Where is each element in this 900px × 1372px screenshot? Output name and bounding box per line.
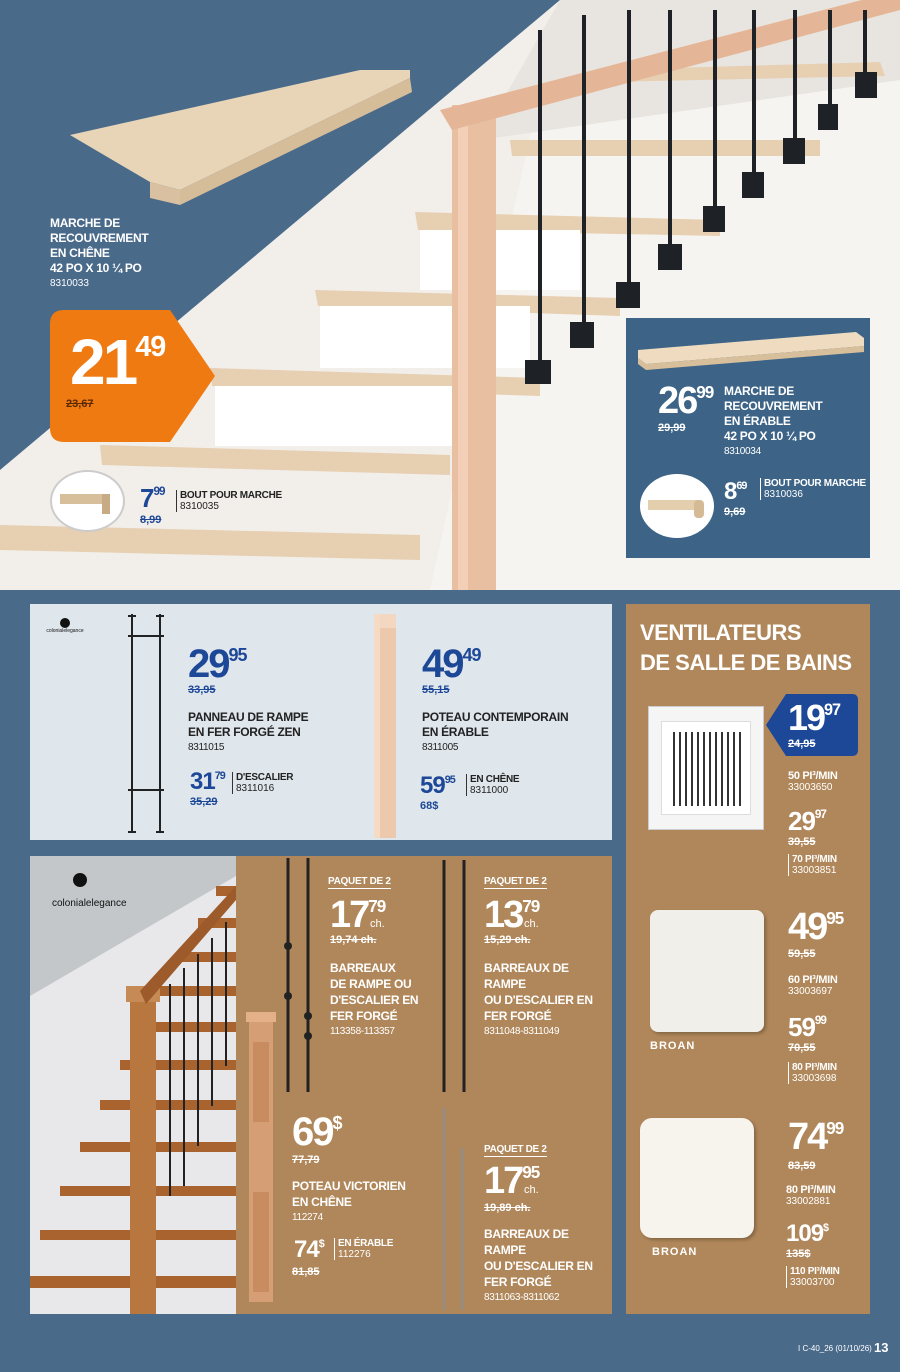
price-dollars: 17 [330, 894, 369, 936]
item3-title-line: EN CHÊNE [292, 1195, 352, 1209]
price-dollars: 31 [190, 768, 215, 795]
hero-price [70, 326, 166, 398]
item2-unit: ch. [524, 918, 539, 930]
post-sku: 8311005 [422, 742, 459, 753]
panel-sku: 8311015 [188, 742, 225, 753]
fan3-cfm: 60 PI³/MIN [788, 974, 838, 986]
fan4-sku: 33003698 [792, 1073, 837, 1084]
hero-nose-sku: 8310035 [180, 501, 219, 512]
item2-title [484, 960, 612, 1040]
price-cents: 97 [814, 808, 826, 822]
brand-name: colonialelegance [46, 628, 84, 634]
price-cents: 69 [736, 480, 747, 493]
price-cents: 95 [228, 645, 247, 666]
maple-nose-sku: 8310036 [764, 489, 803, 500]
price-dollars: 26 [658, 380, 697, 422]
post-price [422, 644, 481, 684]
hero-price-tag [50, 310, 215, 442]
item2-title-line: BARREAUX DE RAMPE [484, 961, 569, 991]
maple-nose-label: BOUT POUR MARCHE [764, 478, 866, 489]
item1-old-price: 19,74 ch. [330, 934, 377, 946]
item3-alt-info [334, 1238, 393, 1260]
balusters-section [30, 856, 612, 1314]
item3-title [292, 1178, 406, 1226]
fan4-old-price: 70,55 [788, 1042, 816, 1054]
item4-old-price: 19,89 ch. [484, 1202, 531, 1214]
broan-logo-2: BROAN [652, 1246, 698, 1258]
item2-title-line: FER FORGÉ [484, 1009, 552, 1023]
price-cents: 79 [368, 897, 386, 917]
price-cents: 95 [826, 909, 844, 929]
item1-unit: ch. [370, 918, 385, 930]
maple-title-line: RECOUVREMENT [724, 399, 823, 413]
item4-sku: 8311063-8311062 [484, 1292, 560, 1303]
panel-price [188, 644, 247, 684]
maple-title-line: EN ÉRABLE [724, 414, 791, 428]
hero-old-price: 23,67 [66, 398, 94, 410]
item1-title-line: DE RAMPE OU [330, 977, 412, 991]
price-dollars: 74 [788, 1116, 827, 1158]
maple-nose-price [724, 480, 746, 504]
colonial-logo-icon [60, 618, 70, 628]
item3-old-price: 77,79 [292, 1154, 320, 1166]
panel-alt-info [232, 772, 293, 794]
maple-title-line: MARCHE DE [724, 384, 794, 398]
item1-title-line: FER FORGÉ [330, 1009, 398, 1023]
fan3-price [788, 908, 843, 946]
item3-sku: 112274 [292, 1212, 323, 1223]
item4-title [484, 1226, 612, 1306]
maple-tread-box [626, 318, 870, 558]
fan4-price [788, 1014, 826, 1040]
hero-sku: 8310033 [50, 278, 89, 289]
hero-title-line: 42 PO X 10 ¼ PO [50, 261, 142, 275]
panel-title [188, 710, 308, 755]
panel-alt-old: 35,29 [190, 796, 218, 808]
price-cents: 99 [696, 383, 714, 403]
item3-alt-sku: 112276 [338, 1249, 371, 1260]
fan5-old-price: 83,59 [788, 1160, 816, 1172]
price-dollars: 21 [70, 326, 136, 398]
post-alt-label: EN CHÊNE [470, 774, 520, 785]
fan2-old-price: 39,55 [788, 836, 816, 848]
item1-title-line: D'ESCALIER EN [330, 993, 419, 1007]
fan2-cfm: 70 PI³/MIN [792, 854, 837, 865]
hero-nose-info [176, 490, 282, 512]
maple-nose-image [640, 474, 714, 538]
price-dollars: 19 [788, 697, 825, 738]
fan3-sku: 33003697 [788, 986, 833, 997]
fan1-info [788, 770, 838, 793]
maple-old-price: 29,99 [658, 422, 686, 434]
panel-section [30, 604, 612, 840]
brand-logo [36, 618, 94, 634]
fan6-sku: 33003700 [790, 1277, 835, 1288]
price-cents: 79 [214, 770, 225, 783]
post-alt-price [420, 774, 455, 798]
hero-nose-old: 8,99 [140, 514, 162, 526]
price-cents: $ [318, 1238, 324, 1251]
price-cents: 95 [444, 774, 455, 787]
hero-nose-price [140, 485, 164, 511]
fan6-old-price: 135$ [786, 1248, 811, 1260]
item1-pack-badge: PAQUET DE 2 [328, 876, 391, 887]
item4-title-line: BARREAUX DE RAMPE [484, 1227, 569, 1257]
price-cents: 99 [826, 1119, 844, 1139]
price-cents: 95 [522, 1163, 540, 1183]
fan2-sku: 33003851 [792, 865, 837, 876]
post-title [422, 710, 568, 755]
price-cents: 79 [522, 897, 540, 917]
price-dollars: 49 [788, 906, 827, 948]
fan6-info [786, 1266, 840, 1288]
fans-title [640, 618, 852, 678]
fan6-price [786, 1222, 828, 1246]
fan2-price [788, 808, 826, 834]
price-cents: 49 [135, 331, 166, 364]
post-alt-old: 68$ [420, 800, 439, 812]
hero-section [0, 0, 900, 590]
hero-title-line: RECOUVREMENT [50, 231, 149, 245]
fan3-old-price: 59,55 [788, 948, 816, 960]
price-dollars: 109 [786, 1220, 824, 1247]
price-cents: 99 [153, 485, 165, 499]
fan4-info [788, 1062, 837, 1084]
post-title-line: EN ÉRABLE [422, 725, 489, 739]
price-dollars: 74 [294, 1236, 319, 1263]
post-old-price: 55,15 [422, 684, 450, 696]
baluster-images-3 [434, 1104, 474, 1314]
baluster-images-2 [434, 856, 474, 1096]
fan5-info [786, 1184, 836, 1207]
price-dollars: 8 [724, 478, 737, 505]
fan5-price [788, 1118, 843, 1156]
fan3-info [788, 974, 838, 997]
fan1-price [788, 697, 841, 738]
price-cents: $ [332, 1113, 342, 1134]
baluster-images-1 [276, 856, 326, 1096]
page-number: 13 [874, 1340, 889, 1355]
item3-alt-label: EN ÉRABLE [338, 1238, 394, 1249]
balusters-stair-photo [30, 856, 236, 1314]
panel-alt-sku: 8311016 [236, 783, 275, 794]
item3-title-line: POTEAU VICTORIEN [292, 1179, 406, 1193]
item1-sku: 113358-113357 [330, 1026, 395, 1037]
panel-title-line: EN FER FORGÉ ZEN [188, 725, 301, 739]
item1-title-line: BARREAUX [330, 961, 396, 975]
hero-title [50, 216, 148, 276]
hero-title-line: EN CHÊNE [50, 246, 110, 260]
victorian-post-image [246, 1012, 276, 1308]
fan6-cfm: 110 PI³/MIN [790, 1266, 840, 1277]
fan-grille-image [648, 706, 764, 830]
maple-sku: 8310034 [724, 446, 761, 457]
price-dollars: 49 [422, 642, 463, 686]
item1-title [330, 960, 418, 1040]
fan1-cfm: 50 PI³/MIN [788, 770, 838, 782]
fan1-sku: 33003650 [788, 782, 833, 793]
item3-alt-price [294, 1238, 324, 1262]
item4-pack-badge: PAQUET DE 2 [484, 1144, 547, 1155]
fan4-cfm: 80 PI³/MIN [792, 1062, 837, 1073]
price-dollars: 7 [140, 483, 154, 513]
maple-price [658, 382, 713, 420]
item3-alt-old: 81,85 [292, 1266, 320, 1278]
maple-title-line: 42 PO X 10 ¼ PO [724, 429, 816, 443]
item2-sku: 8311048-8311049 [484, 1026, 560, 1037]
item2-old-price: 15,29 ch. [484, 934, 531, 946]
panel-old-price: 33,95 [188, 684, 216, 696]
price-cents: 97 [824, 700, 841, 719]
maple-title [724, 384, 822, 459]
price-dollars: 13 [484, 894, 523, 936]
fan1-price-tag [766, 694, 858, 756]
item4-title-line: FER FORGÉ [484, 1275, 552, 1289]
fans-title-line: VENTILATEURS [640, 620, 802, 645]
price-cents: 99 [814, 1014, 826, 1028]
post-alt-info [466, 774, 519, 796]
fan5-sku: 33002881 [786, 1196, 831, 1207]
contemporary-post-image [372, 614, 400, 838]
price-dollars: 69 [292, 1110, 333, 1154]
balusters-brand: colonialelegance [52, 898, 127, 909]
item2-title-line: OU D'ESCALIER EN [484, 993, 593, 1007]
hero-title-line: MARCHE DE [50, 216, 120, 230]
price-dollars: 29 [188, 642, 229, 686]
broan-logo-1: BROAN [650, 1040, 696, 1052]
post-title-line: POTEAU CONTEMPORAIN [422, 710, 569, 724]
price-cents: 49 [462, 645, 481, 666]
fan-square-image-1 [650, 910, 764, 1032]
price-cents: $ [823, 1222, 829, 1235]
zen-panel-image [124, 610, 168, 836]
price-dollars: 17 [484, 1160, 523, 1202]
fan2-info [788, 854, 837, 876]
hero-nose-label: BOUT POUR MARCHE [180, 490, 282, 501]
fan-square-image-2 [640, 1118, 754, 1238]
item3-price [292, 1112, 342, 1152]
item2-pack-badge: PAQUET DE 2 [484, 876, 547, 887]
item4-title-line: OU D'ESCALIER EN [484, 1259, 593, 1273]
fans-title-line: DE SALLE DE BAINS [640, 650, 852, 675]
post-alt-sku: 8311000 [470, 785, 509, 796]
hero-nose-image [50, 470, 125, 532]
maple-nose-old: 9,69 [724, 506, 746, 518]
fan5-cfm: 80 PI³/MIN [786, 1184, 836, 1196]
panel-alt-price [190, 770, 225, 794]
panel-alt-label: D'ESCALIER [236, 772, 294, 783]
maple-nose-info [760, 478, 866, 500]
panel-title-line: PANNEAU DE RAMPE [188, 710, 309, 724]
price-dollars: 59 [420, 772, 445, 799]
item4-unit: ch. [524, 1184, 539, 1196]
fans-section [626, 604, 870, 1314]
fan1-old-price: 24,95 [788, 738, 816, 750]
footer-code: I C-40_26 (01/10/26) [798, 1344, 872, 1353]
price-dollars: 29 [788, 806, 815, 836]
price-dollars: 59 [788, 1012, 815, 1042]
